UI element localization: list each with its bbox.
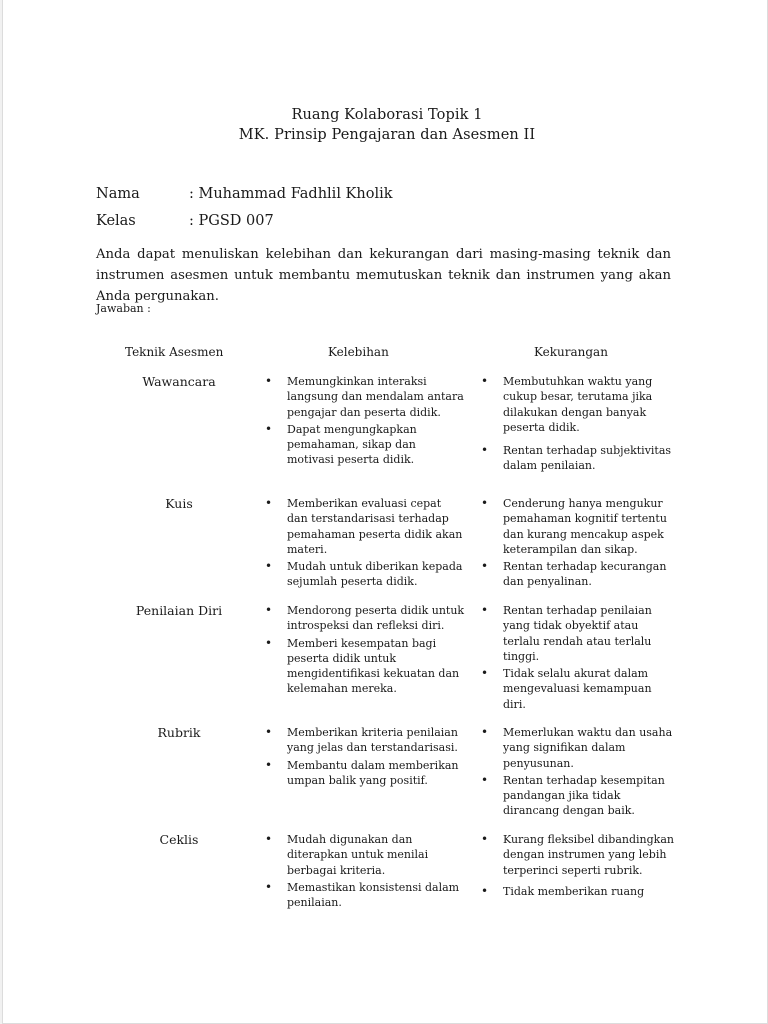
bullet-icon: • [265, 603, 273, 617]
list-item: • Rentan terhadap subjektivitas dalam penilaian. [481, 443, 672, 473]
list-item: • Memastikan konsistensi dalam penilaian. [265, 879, 460, 910]
bullet-icon: • [481, 559, 489, 574]
bullet-icon: • [481, 883, 489, 898]
list-item: • Kurang fleksibel dibandingkan dengan instrumen yang lebih terperinci seperti rubrik. [481, 832, 674, 877]
header-cons: Kekurangan [534, 345, 608, 359]
cons-list [481, 603, 675, 714]
list-item: • Tidak selalu akurat dalam mengevaluasi kemampuan diri. [481, 666, 652, 711]
bullet-icon: • [481, 725, 489, 739]
bullet-icon: • [265, 496, 273, 510]
list-item: • Memungkinkan interaksi langsung dan mendalam antara pengajar dan peserta didik. [265, 374, 464, 419]
pros-list [265, 832, 465, 912]
pros-list [265, 603, 465, 699]
header-technique: Teknik Asesmen [125, 345, 224, 359]
bullet-icon: • [265, 559, 273, 574]
list-item: • Memberikan evaluasi cepat dan terstandarisasi terhadap pemahaman peserta didik akan materi. [265, 496, 463, 556]
cons-list [481, 374, 675, 476]
bullet-icon: • [265, 725, 273, 739]
list-item: • Rentan terhadap kesempitan pandangan jika tidak dirancang dengan baik. [481, 772, 665, 818]
instructions-paragraph: Anda dapat menuliskan kelebihan dan kekurangan dari masing-masing teknik dan instrumen asesmen untuk membantu memutuskan teknik dan instrumen yang akan Anda pergunakan. [96, 247, 671, 304]
name-value: : Muhammad Fadhlil Kholik [189, 186, 393, 202]
bullet-icon: • [481, 603, 489, 617]
technique-rubrik: Rubrik [157, 725, 201, 740]
bullet-icon: • [265, 421, 273, 436]
technique-wawancara: Wawancara [142, 374, 216, 389]
list-item: • Rentan terhadap kecurangan dan penyalinan. [481, 559, 667, 589]
cons-list [481, 496, 675, 592]
bullet-icon: • [481, 374, 489, 388]
list-item: • Tidak memberikan ruang [481, 883, 645, 898]
list-item: • Dapat mengungkapkan pemahaman, sikap dan motivasi peserta didik. [265, 421, 417, 467]
name-label: Nama [96, 186, 140, 202]
bullet-icon: • [265, 374, 273, 388]
bullet-icon: • [265, 635, 273, 650]
bullet-icon: • [481, 772, 489, 787]
list-item: • Memberikan kriteria penilaian yang jelas dan terstandarisasi. [265, 725, 458, 755]
class-label: Kelas [96, 213, 136, 229]
list-item: • Mendorong peserta didik untuk introspeksi dan refleksi diri. [265, 603, 465, 633]
bullet-icon: • [265, 879, 273, 894]
class-value: : PGSD 007 [189, 213, 274, 229]
list-item: • Memerlukan waktu dan usaha yang signifikan dalam penyusunan. [481, 725, 673, 770]
list-item: • Rentan terhadap penilaian yang tidak obyektif atau terlalu rendah atau terlalu tinggi. [481, 603, 652, 663]
list-item: • Membutuhkan waktu yang cukup besar, terutama jika dilakukan dengan banyak peserta didik. [481, 374, 653, 434]
list-item: • Membantu dalam memberikan umpan balik yang positif. [265, 757, 459, 787]
bullet-icon: • [481, 666, 489, 681]
technique-ceklis: Ceklis [159, 832, 199, 847]
technique-kuis: Kuis [165, 496, 193, 511]
cons-list [481, 725, 675, 821]
bullet-icon: • [481, 443, 489, 458]
document-title: Ruang Kolaborasi Topik 1 [291, 107, 483, 123]
header-pros: Kelebihan [328, 345, 389, 359]
document-page [2, 0, 768, 1024]
technique-penilaian-diri: Penilaian Diri [135, 603, 223, 618]
list-item: • Cenderung hanya mengukur pemahaman kognitif tertentu dan kurang mencakup aspek keterampilan dan sikap. [481, 496, 667, 556]
bullet-icon: • [481, 496, 489, 510]
pros-list [265, 725, 465, 790]
list-item: • Mudah digunakan dan diterapkan untuk menilai berbagai kriteria. [265, 832, 429, 877]
bullet-icon: • [265, 832, 273, 846]
pros-list [265, 496, 465, 592]
list-item: • Memberi kesempatan bagi peserta didik untuk mengidentifikasi kekuatan dan kelemahan mereka. [265, 635, 460, 696]
course-title: MK. Prinsip Pengajaran dan Asesmen II [238, 127, 536, 143]
bullet-icon: • [481, 832, 489, 846]
cons-list [481, 832, 675, 901]
list-item: • Mudah untuk diberikan kepada sejumlah peserta didik. [265, 559, 463, 589]
answer-label: Jawaban : [96, 302, 151, 315]
bullet-icon: • [265, 757, 273, 772]
pros-list [265, 374, 465, 470]
